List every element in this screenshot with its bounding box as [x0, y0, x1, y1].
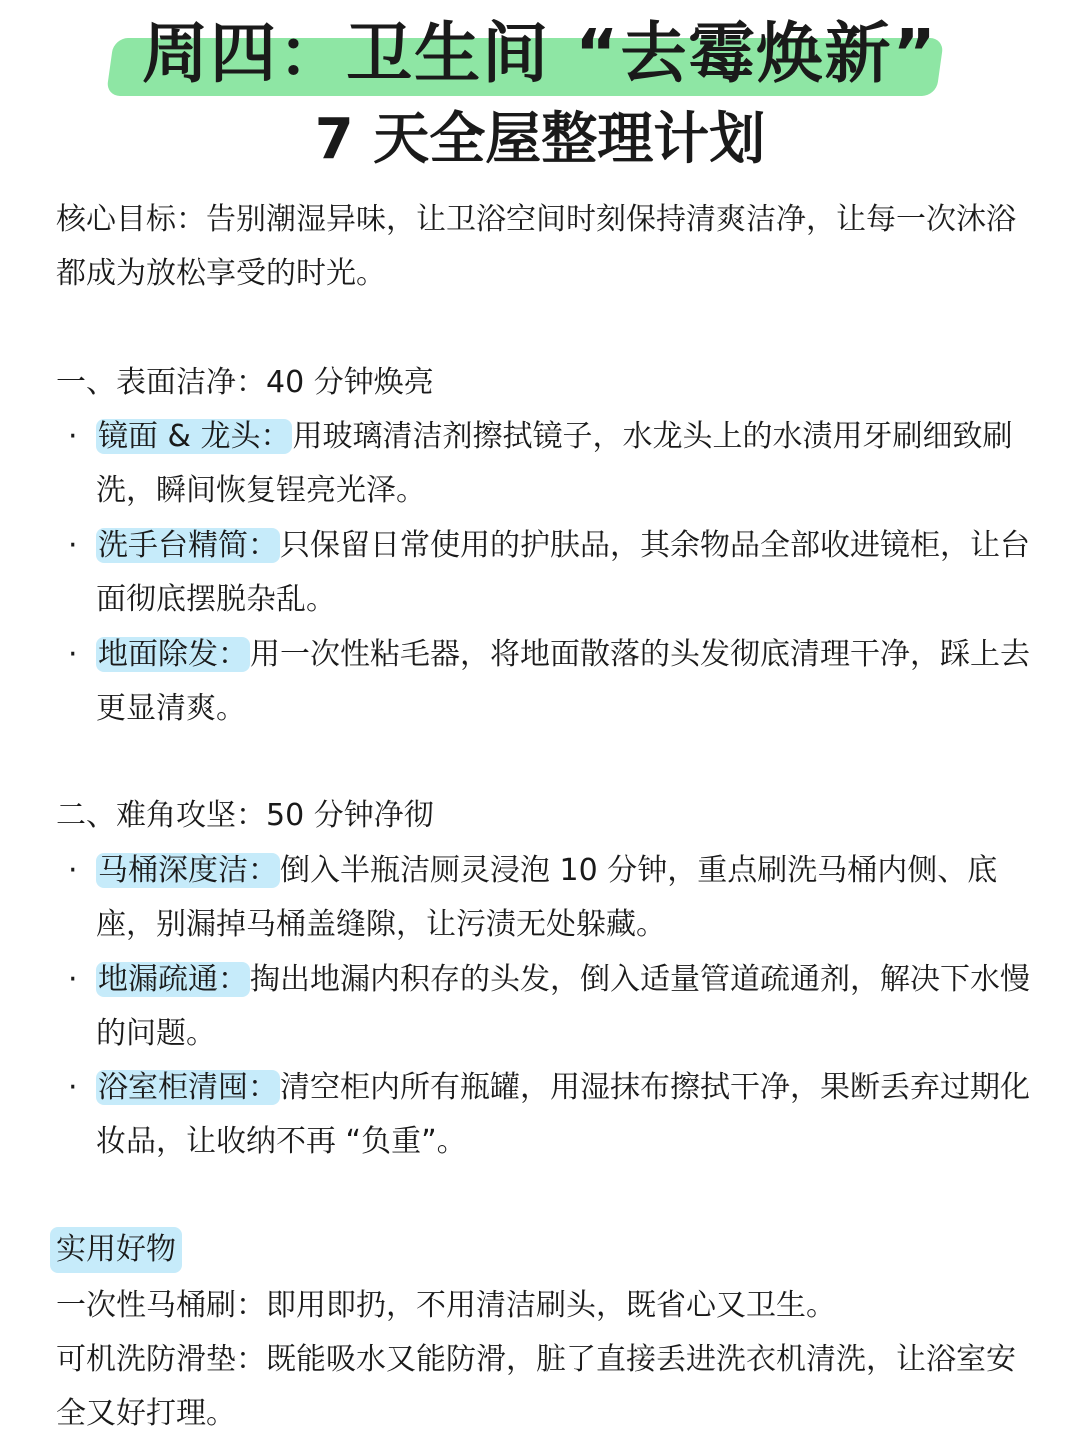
bullet-dot: ·: [68, 528, 78, 563]
section-1-heading: 一、表面洁净：40 分钟焕亮: [56, 365, 434, 400]
goods-heading: 实用好物: [50, 1227, 182, 1273]
bullet-dot: ·: [68, 1070, 78, 1105]
item-text: 只保留日常使用的护肤品，其余物品全部收进镜柜，让台面彻底摆脱杂乱。: [96, 528, 1030, 617]
item-text: 倒入半瓶洁厕灵浸泡 10 分钟，重点刷洗马桶内侧、底座，别漏掉马桶盖缝隙，让污渍无处躲藏。: [96, 853, 998, 942]
item-label: 洗手台精简：: [98, 528, 278, 563]
list-item: [68, 844, 1048, 952]
item-text: 掏出地漏内积存的头发，倒入适量管道疏通剂，解决下水慢的问题。: [96, 962, 1030, 1051]
item-label: 镜面 & 龙头：: [98, 419, 291, 454]
item-label: 马桶深度洁：: [98, 853, 278, 888]
item-label: 地漏疏通：: [98, 962, 248, 997]
item-text: 清空柜内所有瓶罐，用湿抹布擦拭干净，果断丢弃过期化妆品，让收纳不再 “负重”。: [96, 1070, 1030, 1159]
bullet-dot: ·: [68, 962, 78, 997]
goods-item: 可机洗防滑垫：既能吸水又能防滑，脏了直接丢进洗衣机清洗，让浴室安全又好打理。: [56, 1342, 1016, 1431]
page-subtitle: 7 天全屋整理计划: [314, 107, 766, 172]
list-item: [68, 628, 1048, 736]
bullet-dot: ·: [68, 853, 78, 888]
title-block: [0, 8, 1080, 100]
page-title: 周四：卫生间 “去霉焕新”: [142, 15, 938, 92]
list-item: [68, 953, 1048, 1061]
item-text: 用玻璃清洁剂擦拭镜子，水龙头上的水渍用牙刷细致刷洗，瞬间恢复锃亮光泽。: [96, 419, 1013, 508]
list-item: [68, 410, 1048, 518]
item-label: 浴室柜清囤：: [98, 1070, 278, 1105]
item-text: 用一次性粘毛器，将地面散落的头发彻底清理干净，踩上去更显清爽。: [96, 637, 1030, 726]
list-item: [68, 1061, 1048, 1169]
bullet-dot: ·: [68, 419, 78, 454]
section-2-heading: 二、难角攻坚：50 分钟净彻: [56, 798, 434, 833]
bullet-dot: ·: [68, 637, 78, 672]
goods-item: 一次性马桶刷：即用即扔，不用清洁刷头，既省心又卫生。: [56, 1288, 836, 1323]
list-item: [68, 519, 1048, 627]
item-label: 地面除发：: [98, 637, 248, 672]
intro-paragraph: 核心目标：告别潮湿异味，让卫浴空间时刻保持清爽洁净，让每一次沐浴都成为放松享受的时光。: [56, 202, 1016, 291]
